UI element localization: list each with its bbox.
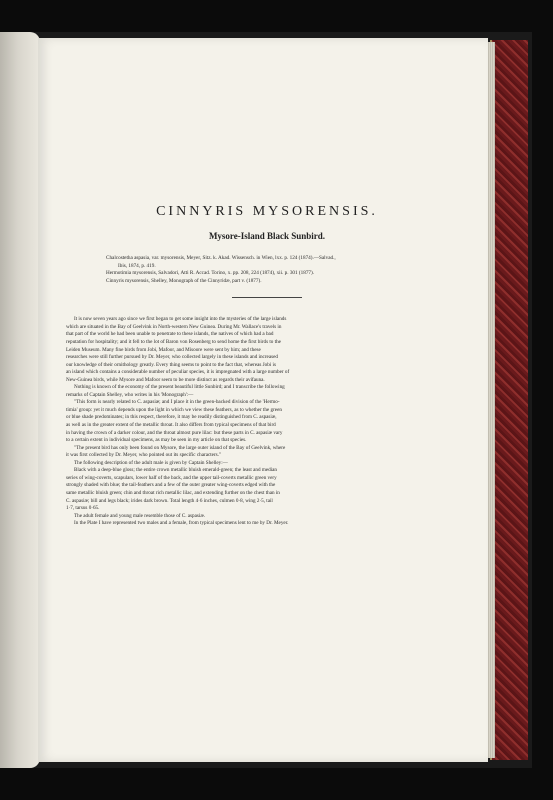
text-line: Black with a deep-blue gloss; the entire crown metallic bluish emerald-green; the least and median xyxy=(74,467,277,474)
text-line: In the Plate I have represented two males and a female, from typical specimens lent to me by Dr. Meyer. xyxy=(74,520,289,527)
paragraph xyxy=(66,316,468,384)
text-line: timia' group: yet it much depends upon the light in which we view these feathers, as to whether the green xyxy=(66,406,282,413)
book-spread xyxy=(0,32,532,768)
text-line: as well as in the greater extent of the metallic throat. It also differs from typical specimens of that bird xyxy=(66,422,276,429)
text-line: The following description of the adult male is given by Captain Shelley:— xyxy=(74,459,228,466)
synonymy-line: Hermotimia mysorensis, Salvadori, Atti R. Accad. Torino, x. pp. 208, 224 (1874), xii. p. 301 (1877). xyxy=(106,270,315,277)
left-page-edge xyxy=(0,32,40,768)
text-line: It is now seven years ago since we first began to get some insight into the mysteries of the large islands xyxy=(74,316,287,323)
page-content xyxy=(66,204,468,528)
text-line: researches were still further pursued by Dr. Meyer, who collected largely in these islands and increased xyxy=(66,354,278,361)
text-line: New-Guinea birds, while Mysore and Mafoor seem to be more distinct as regards their avifauna. xyxy=(66,376,265,383)
text-line: The adult female and young male resemble those of C. aspasiæ. xyxy=(74,512,206,519)
text-line: strongly shaded with blue; the tail-feathers and a few of the outer greater wing-coverts edged with the xyxy=(66,482,276,489)
paragraph xyxy=(66,513,468,521)
synonymy-line: Cinnyris mysorensis, Shelley, Monograph of the Cinnyridæ, part v. (1877). xyxy=(106,277,262,284)
paragraph xyxy=(66,467,468,512)
synonymy-line: Chalcostetha aspasia, var. mysorensis, Meyer, Sitz. k. Akad. Wissensch. in Wien, lxx. p. 124 (1874).—Salvad., xyxy=(106,255,336,261)
species-title: CINNYRIS MYSORENSIS. xyxy=(156,204,378,219)
paragraph xyxy=(66,460,468,468)
paragraph xyxy=(66,445,468,460)
text-line: which are situated in the Bay of Geelvink in North-western New Guinea. During Mr. Wallace's travels in xyxy=(66,323,282,330)
text-line: or blue shade predominates; in this respect, therefore, it may be readily distinguished from C. aspasiæ, xyxy=(66,414,277,421)
book-cover-edge xyxy=(490,40,528,760)
body-text xyxy=(66,316,468,527)
section-divider xyxy=(232,297,302,298)
text-line: C. aspasiæ; bill and legs black; irides dark brown. Total length 4·6 inches, culmen 0·8, wing 2·5, tail xyxy=(66,497,273,504)
text-line: same metallic bluish green; chin and throat rich metallic lilac, and extending further on the chest than in xyxy=(66,489,280,496)
text-line: our knowledge of their ornithology greatly. Every thing seems to point to the fact that, whereas Jobi is xyxy=(66,361,276,368)
synonymy-block xyxy=(66,255,468,285)
common-name: Mysore-Island Black Sunbird. xyxy=(208,231,326,241)
text-line: Nothing is known of the economy of the present beautiful little Sunbird; and I transcribe the following xyxy=(74,384,285,391)
text-line: in having the crown of a darker colour, and the throat almost pure lilac: but these parts in C. aspasiæ vary xyxy=(66,429,283,436)
text-line: to a certain extent in individual specimens, as may be seen in my article on that species. xyxy=(66,437,247,444)
right-page xyxy=(38,38,488,762)
paragraph xyxy=(66,384,468,399)
synonymy-line: Ibis, 1874, p. 419. xyxy=(118,262,156,269)
text-line: reputation for hospitality; and it fell to the lot of Baron von Rosenberg to send home the first birds to the xyxy=(66,339,281,346)
text-line: that part of the world he had been unable to penetrate to these islands, the natives of which had a bad xyxy=(66,331,274,338)
text-line: "The present bird has only been found on Mysore, the large outer island of the Bay of Geelvink, where xyxy=(74,444,286,451)
text-line: Leiden Museum. Many fine birds from Jobi, Mafoor, and Misoore were sent by him; and these xyxy=(66,346,261,353)
text-line: an island which contains a considerable number of peculiar species, it is impregnated with a large number of xyxy=(66,369,290,376)
paragraph xyxy=(66,399,468,444)
text-line: remarks of Captain Shelley, who writes in his 'Monograph':— xyxy=(66,391,194,398)
text-line: "This form is nearly related to C. aspasiæ; and I place it in the green-backed division of the 'Hermo- xyxy=(74,399,280,406)
text-line: 1·7, tarsus 0·65. xyxy=(66,505,100,512)
text-line: series of wing-coverts, scapulars, lower half of the back, and the upper tail-coverts metallic green very xyxy=(66,474,277,481)
paragraph xyxy=(66,520,468,528)
text-line: it was first collected by Dr. Meyer, who pointed out its specific characters." xyxy=(66,452,222,459)
